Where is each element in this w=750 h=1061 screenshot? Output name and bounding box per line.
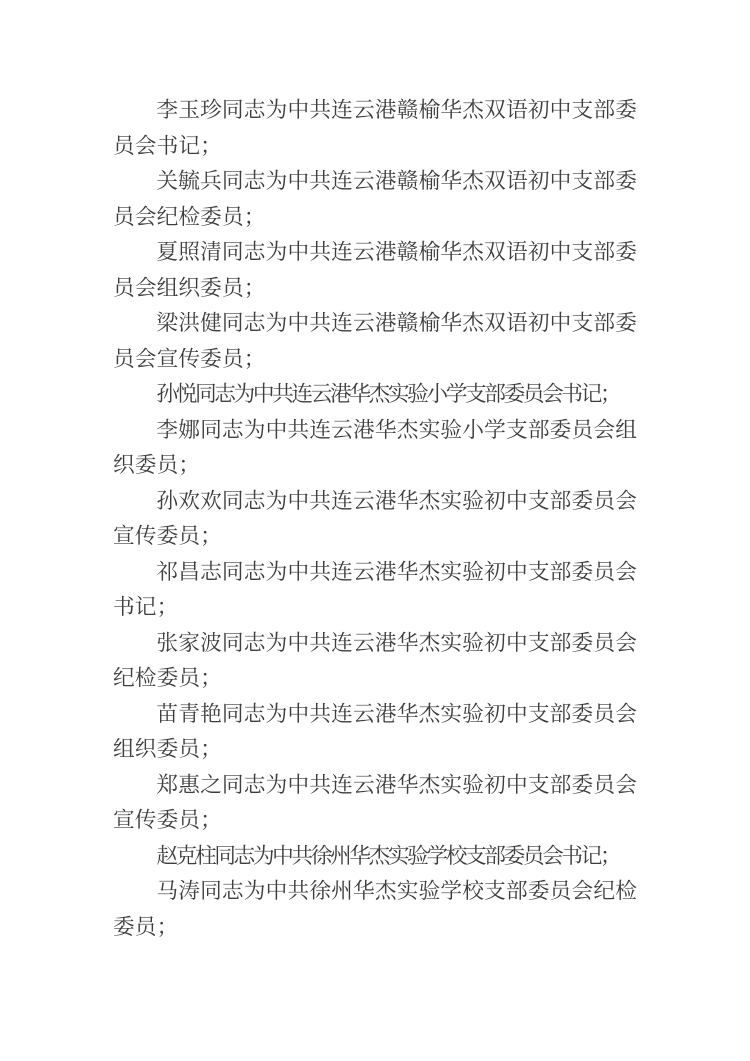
appointment-paragraph: 郑惠之同志为中共连云港华杰实验初中支部委员会宣传委员； — [113, 772, 637, 832]
appointment-paragraph: 李娜同志为中共连云港华杰实验小学支部委员会组织委员； — [113, 417, 637, 477]
document-text-block — [113, 93, 637, 945]
appointment-paragraph: 苗青艳同志为中共连云港华杰实验初中支部委员会组织委员； — [113, 701, 637, 761]
appointment-paragraph: 马涛同志为中共徐州华杰实验学校支部委员会纪检委员； — [113, 879, 637, 939]
appointment-paragraph: 张家波同志为中共连云港华杰实验初中支部委员会纪检委员； — [113, 630, 637, 690]
appointment-paragraph: 李玉珍同志为中共连云港赣榆华杰双语初中支部委员会书记； — [113, 98, 637, 158]
appointment-paragraph: 关毓兵同志为中共连云港赣榆华杰双语初中支部委员会纪检委员； — [113, 169, 637, 229]
appointment-paragraph: 孙欢欢同志为中共连云港华杰实验初中支部委员会宣传委员； — [113, 488, 637, 548]
appointment-paragraph: 祁昌志同志为中共连云港华杰实验初中支部委员会书记； — [113, 559, 637, 619]
appointment-paragraph: 夏照清同志为中共连云港赣榆华杰双语初中支部委员会组织委员； — [113, 240, 637, 300]
appointment-paragraph: 梁洪健同志为中共连云港赣榆华杰双语初中支部委员会宣传委员； — [113, 311, 637, 371]
appointment-paragraph: 赵克柱同志为中共徐州华杰实验学校支部委员会书记； — [156, 843, 620, 868]
appointment-paragraph: 孙悦同志为中共连云港华杰实验小学支部委员会书记； — [156, 382, 620, 406]
